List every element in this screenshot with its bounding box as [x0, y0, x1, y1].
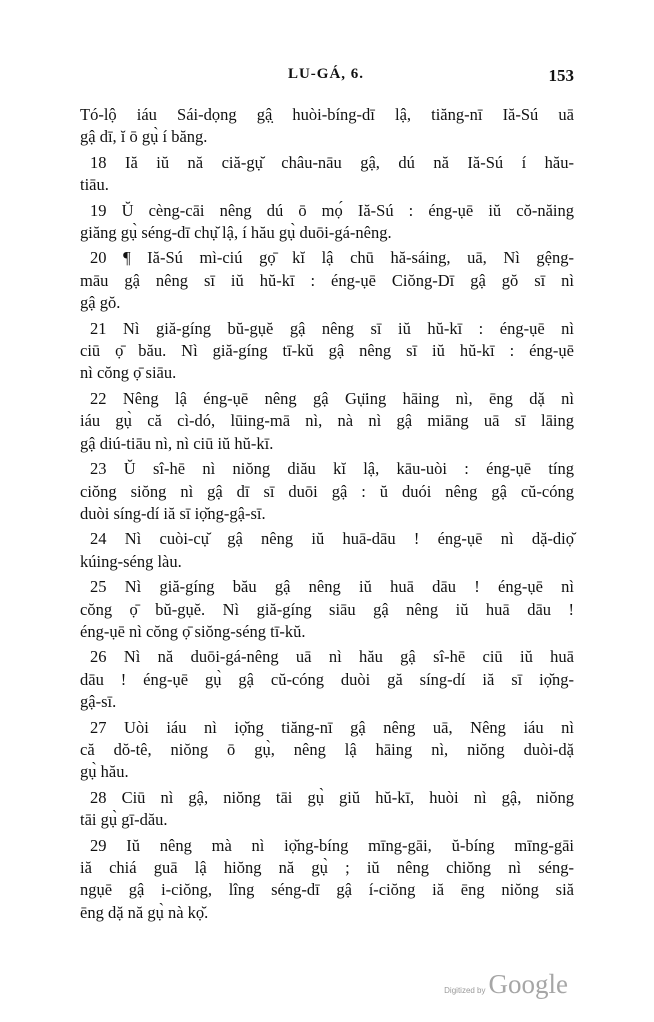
text-line: 27 Uòi iáu nì iọ̆ng tiăng-nī gậ nêng uā, Nêng iáu nì: [90, 717, 574, 737]
text-line: 19 Ŭ cèng-cāi nêng dú ō mọ́ Iă-Sú : éng-ụē iŭ cŏ-năing: [90, 200, 574, 220]
text-line: 24 Nì cuòi-cụ̆ gậ nêng iŭ huā-dāu ! éng-ụē nì dặ-diọ̆: [90, 529, 574, 549]
text-line: cŏng ọ̄ bŭ-gụĕ. Nì giă-gíng siāu gậ nêng iŭ huā dāu !: [80, 599, 574, 619]
page-header: [78, 66, 574, 92]
text-line: 29 Iŭ nêng mà nì iọ̆ng-bíng mīng-gāi, ŭ-bíng mīng-gāi: [90, 835, 574, 855]
text-line: 25 Nì giă-gíng bău gậ nêng iŭ huā dāu ! éng-ụē nì: [90, 577, 574, 597]
text-line: gậ-sī.: [80, 692, 117, 712]
text-line: 22 Nêng lậ éng-ụē nêng gậ Gụ̈ing hāing nì, ēng dặ nì: [90, 388, 574, 408]
text-line: māu gậ nêng sī iŭ hŭ-kī : éng-ụē Ciŏng-Dī gậ gŏ sī nì: [80, 270, 574, 290]
text-line: 28 Ciū nì gậ, niŏng tāi gụ̀ giŭ hŭ-kī, huòi nì gậ, niŏng: [90, 787, 574, 807]
digitized-label: Digitized by: [444, 986, 486, 995]
text-line: 20 ¶ Iă-Sú mì-ciú gọ̄ kĭ lậ chū hă-sáing, uā, Nì gệng-: [90, 248, 574, 268]
text-line: 23 Ŭ sî-hē nì niŏng diău kĭ lậ, kāu-uòi : éng-ụē tíng: [90, 459, 574, 479]
text-line: tāi gụ̀ gī-dău.: [80, 810, 168, 830]
text-line: Tó-lộ iáu Sái-dọng gậ̣ huòi-bíng-dī lậ, tiăng-nī Iă-Sú uā: [80, 105, 574, 124]
text-line: 21 Nì giă-gíng bŭ-gụĕ gậ nêng sī iŭ hŭ-kī : éng-ụē nì: [90, 318, 574, 338]
page-number: 153: [548, 66, 574, 85]
text-line: nì cŏng ọ̄ siāu.: [80, 363, 177, 383]
running-head: LU-GÁ, 6.: [287, 66, 365, 82]
text-line: iáu gụ̀ că cì-dó, lūing-mā nì, nà nì gậ miāng uā sī lāing: [80, 411, 574, 431]
text-line: ciū ọ̄ bău. Nì giă-gíng tī-kŭ gậ nêng sī iŭ hŭ-kī : éng-ụē: [80, 341, 574, 361]
text-line: ngụē gậ i-ciŏng, lîng séng-dī gậ í-ciŏng iă ēng niŏng siă: [80, 880, 574, 900]
text-line: 18 Iă iŭ nă ciă-gụ̆ châu-nāu gậ, dú nă Iă-Sú í hău-: [90, 152, 574, 172]
text-line: ēng dặ nă gụ̀ nà kọ̆.: [80, 902, 209, 922]
google-logo: Google: [488, 969, 568, 999]
text-line: că dŏ-tê, niŏng ō gụ̀, nêng lậ hāing nì, niŏng duòi-dặ: [80, 739, 574, 759]
text-line: gậ gŏ.: [80, 293, 121, 313]
text-line: 26 Nì nă duōi-gá-nêng uā nì hău gậ sî-hē ciū iŭ huā: [90, 647, 574, 667]
text-line: kúing-séng làu.: [80, 551, 182, 571]
text-line: giăng gụ̀ séng-dī chụ̆ lậ, í hău gụ̀ duōi-gá-nêng.: [80, 223, 392, 243]
text-line: gậ dī, ĭ ō gụ̀ í băng.: [80, 127, 208, 147]
text-line: duòi síng-dí iă sī iọ̆ng-gậ-sī.: [80, 503, 266, 523]
text-line: iă chiá guā lậ hiŏng nă gụ̀ ; iŭ nêng chiŏng nì séng-: [80, 858, 574, 877]
text-line: dāu ! éng-ụē gụ̀ gậ cŭ-cóng duòi gă síng-dí iă sī iọ̆ng-: [80, 669, 574, 689]
text-line: gậ diú-tiāu nì, nì ciū iŭ hŭ-kī.: [80, 433, 274, 453]
text-line: éng-ụē nì cŏng ọ̄ siŏng-séng tī-kŭ.: [80, 621, 306, 641]
body-text: [80, 104, 574, 924]
text-line: gụ̀ hău.: [80, 762, 129, 782]
digitized-watermark: [444, 969, 568, 1000]
text-line: tiāu.: [80, 175, 109, 195]
text-line: ciŏng siŏng nì gậ dī sī duōi gậ : ŭ duói nêng gậ cŭ-cóng: [80, 481, 574, 501]
